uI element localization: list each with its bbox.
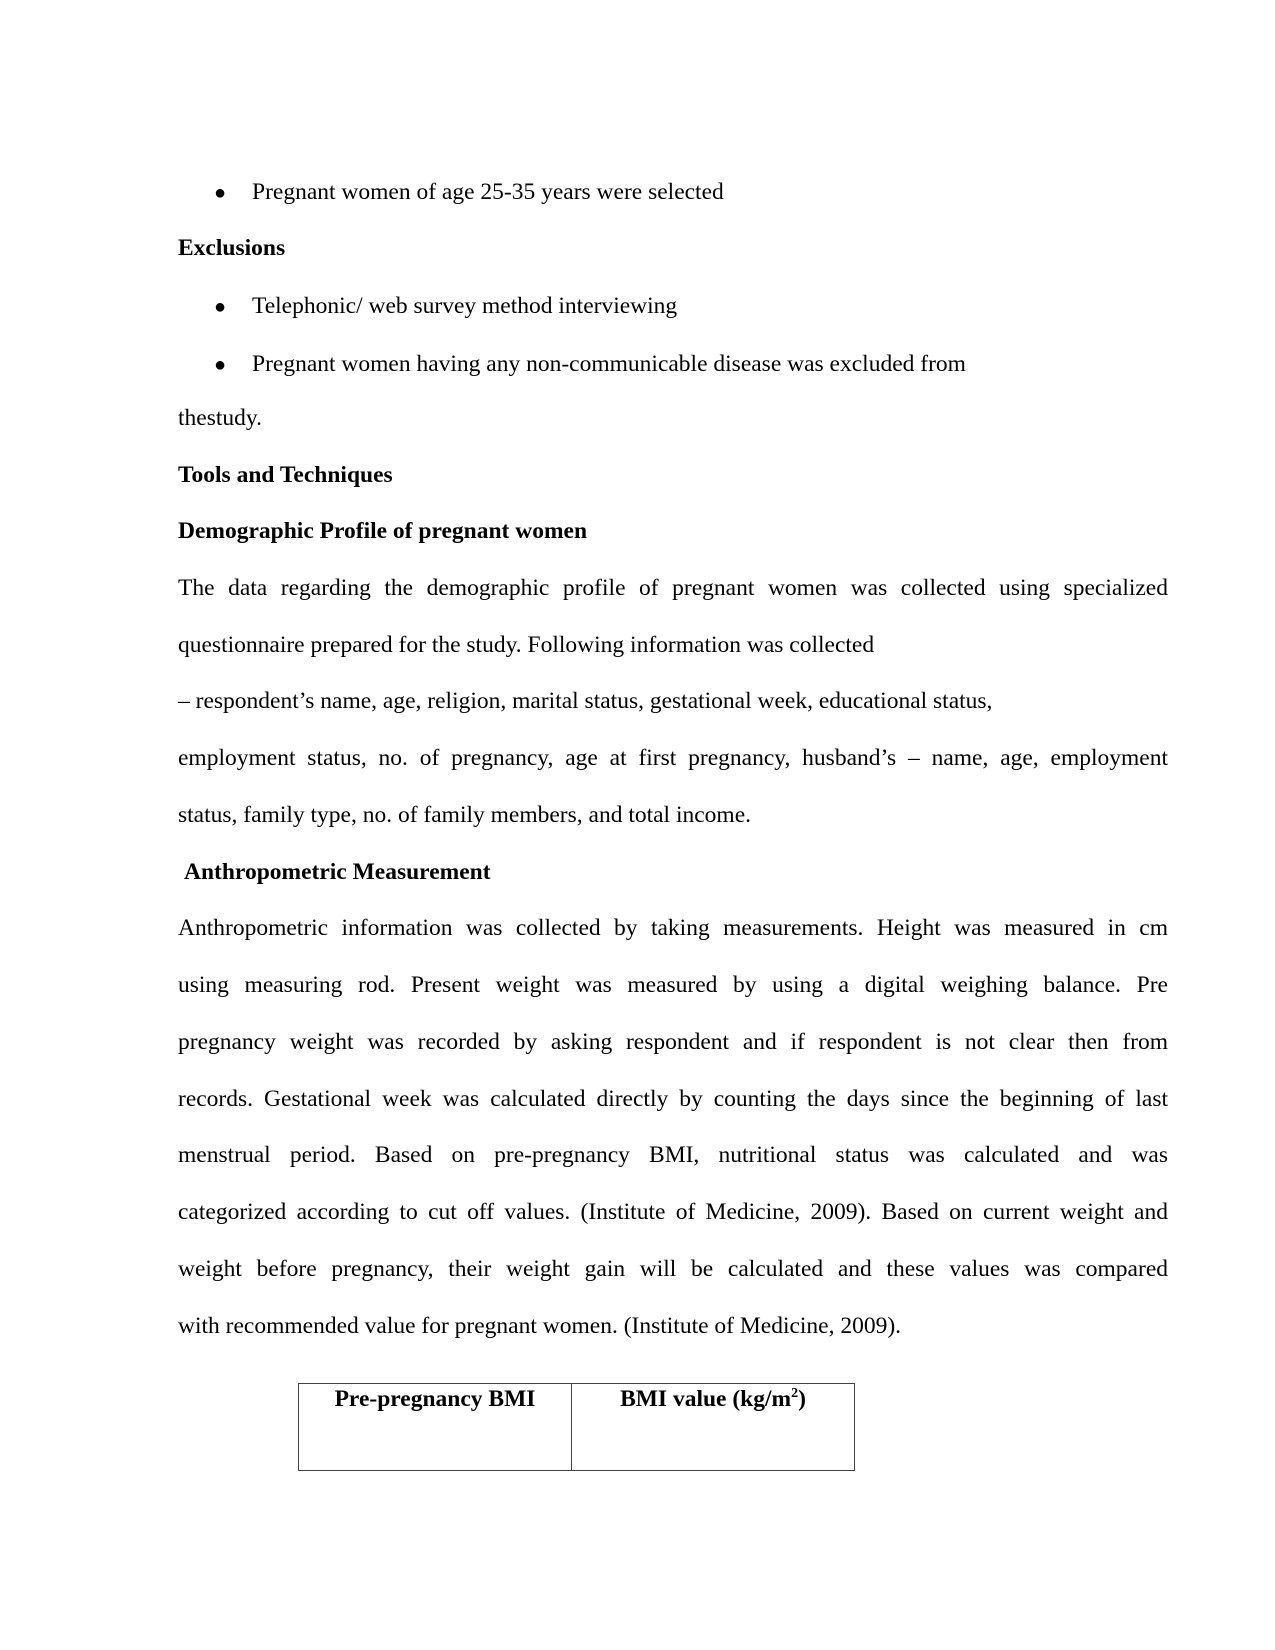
exclusion-continuation: thestudy. (178, 405, 262, 431)
demographic-heading: Demographic Profile of pregnant women (178, 518, 588, 544)
anthropometric-line-8: with recommended value for pregnant women. (Institute of Medicine, 2009). (178, 1313, 902, 1339)
inclusion-bullet-text: Pregnant women of age 25-35 years were selected (252, 179, 724, 205)
demographic-line-2: questionnaire prepared for the study. Following information was collected (178, 632, 875, 658)
demographic-line-1: The data regarding the demographic profile of pregnant women was collected using specialized (178, 575, 1168, 601)
exclusion-item-2-text: Pregnant women having any non-communicable disease was excluded from (252, 351, 966, 377)
bullet-icon: ● (214, 182, 227, 204)
exclusion-item-1-text: Telephonic/ web survey method interviewing (252, 293, 678, 319)
bmi-table (298, 1383, 855, 1471)
anthropometric-line-6: categorized according to cut off values. (Institute of Medicine, 2009). Based on current weight and (178, 1199, 1168, 1225)
bmi-value-superscript: 2 (791, 1386, 799, 1402)
demographic-line-5: status, family type, no. of family members, and total income. (178, 802, 752, 828)
exclusion-item-2 (214, 349, 966, 380)
demographic-line-4: employment status, no. of pregnancy, age at first pregnancy, husband’s – name, age, employment (178, 745, 1168, 771)
bmi-table-header-pre-pregnancy: Pre-pregnancy BMI (299, 1384, 572, 1471)
anthropometric-line-5: menstrual period. Based on pre-pregnancy BMI, nutritional status was calculated and was (178, 1142, 1168, 1168)
anthropometric-line-2: using measuring rod. Present weight was measured by using a digital weighing balance. Pre (178, 972, 1168, 998)
bmi-value-close: ) (798, 1386, 806, 1412)
exclusions-heading: Exclusions (178, 235, 286, 261)
bullet-icon: ● (214, 296, 227, 318)
inclusion-bullet-item (214, 177, 724, 208)
anthropometric-line-7: weight before pregnancy, their weight gain will be calculated and these values was compared (178, 1256, 1168, 1282)
anthropometric-heading: Anthropometric Measurement (184, 859, 491, 885)
demographic-line-3: – respondent’s name, age, religion, marital status, gestational week, educational status, (178, 688, 993, 714)
bmi-table-header-row (299, 1384, 855, 1471)
exclusion-item-1 (214, 291, 677, 322)
anthropometric-line-1: Anthropometric information was collected by taking measurements. Height was measured in cm (178, 915, 1168, 941)
bmi-table-header-bmi-value (572, 1384, 855, 1471)
bullet-icon: ● (214, 354, 227, 376)
anthropometric-line-3: pregnancy weight was recorded by asking respondent and if respondent is not clear then from (178, 1029, 1168, 1055)
anthropometric-line-4: records. Gestational week was calculated directly by counting the days since the beginning of last (178, 1086, 1168, 1112)
bmi-value-label: BMI value (kg/m (620, 1386, 792, 1412)
tools-heading: Tools and Techniques (178, 462, 393, 488)
